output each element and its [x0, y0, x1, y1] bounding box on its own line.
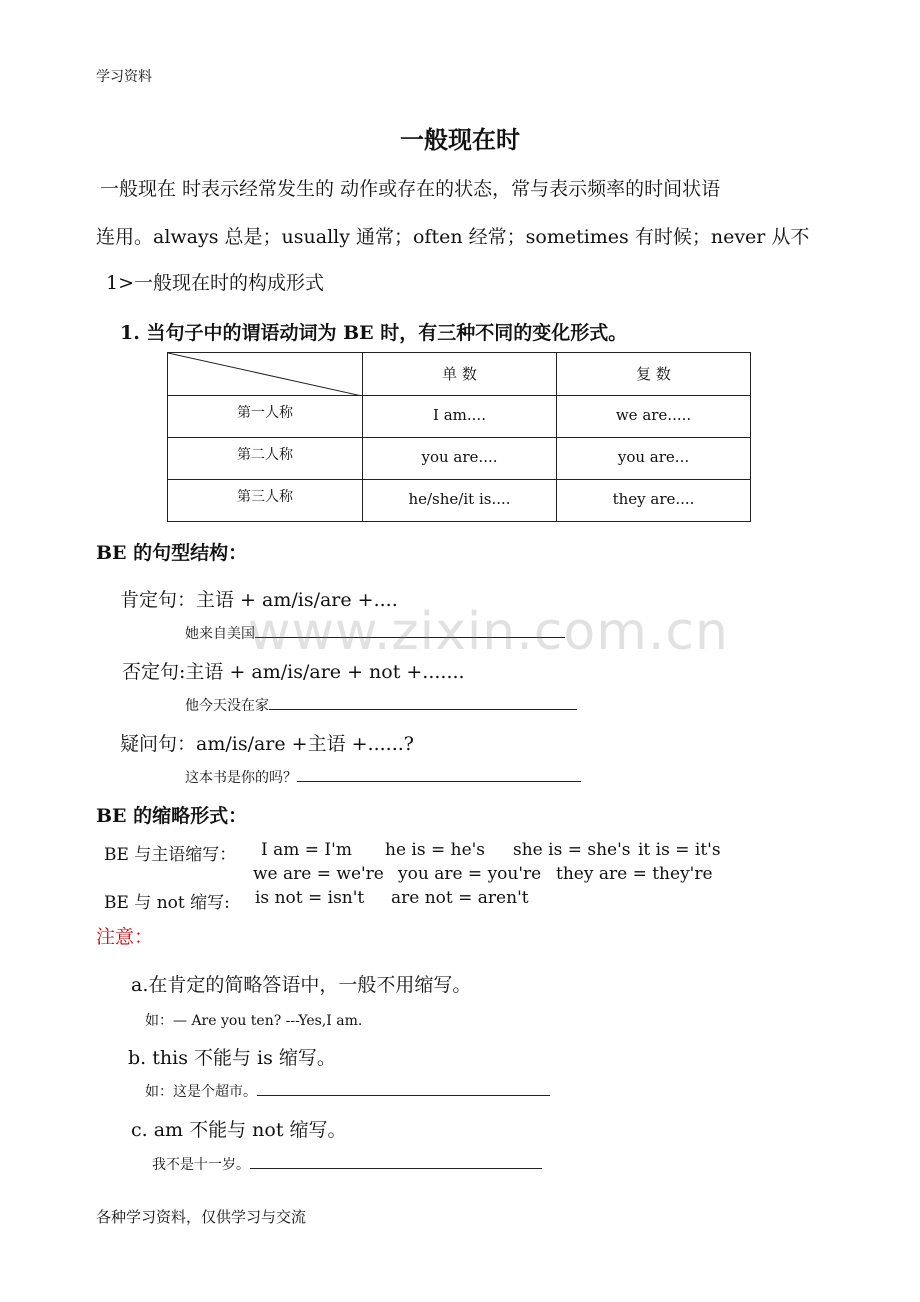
diagonal-line-icon	[168, 353, 362, 396]
negative-pattern: 否定句:主语 + am/is/are + not +.......	[122, 661, 465, 683]
answer-blank[interactable]	[297, 767, 581, 782]
plural-form: you are...	[617, 448, 690, 466]
page-footer: 各种学习资料，仅供学习与交流	[96, 1208, 307, 1226]
question-pattern: 疑问句：am/is/are +主语 +......?	[120, 733, 414, 755]
person-label: 第一人称	[237, 405, 293, 421]
contraction-heading: BE 的缩略形式：	[96, 805, 248, 827]
note-label: 注意：	[96, 926, 154, 948]
be-structure-heading: BE 的句型结构：	[96, 542, 248, 564]
person-label: 第三人称	[237, 489, 293, 505]
singular-form: he/she/it is....	[408, 490, 511, 508]
contraction-item: is not = isn't	[255, 888, 365, 908]
plural-form: they are....	[612, 490, 695, 508]
intro-line-1: 一般现在 时表示经常发生的 动作或存在的状态，常与表示频率的时间状语	[100, 178, 721, 200]
contraction-item: she is = she's	[513, 840, 631, 860]
intro-line-2: 连用。always 总是；usually 通常；often 经常；sometimes 有时候；never 从不	[96, 226, 810, 248]
watermark: www.zixin.com.cn	[248, 602, 729, 662]
answer-blank[interactable]	[250, 1154, 542, 1169]
table-row	[168, 480, 751, 522]
negative-example: 他今天没在家	[185, 695, 577, 715]
sub-heading-1: 1. 当句子中的谓语动词为 BE 时，有三种不同的变化形式。	[120, 322, 628, 344]
plural-form: we are.....	[615, 406, 692, 424]
contraction-item: are not = aren't	[391, 888, 529, 908]
question-example: 这本书是你的吗？	[185, 767, 581, 787]
singular-form: I am....	[433, 406, 486, 424]
contraction-item: they are = they're	[556, 864, 713, 884]
contraction-subject-label: BE 与主语缩写：	[104, 845, 237, 865]
table-header-singular: 单 数	[363, 353, 557, 396]
affirmative-pattern: 肯定句：主语 + am/is/are +....	[120, 589, 398, 611]
note-b: b. this 不能与 is 缩写。	[128, 1047, 336, 1069]
table-row	[168, 396, 751, 438]
note-a-example: 如：— Are you ten? ---Yes,I am.	[145, 1013, 363, 1029]
be-conjugation-table	[167, 352, 751, 522]
section-heading-1: 1>一般现在时的构成形式	[106, 272, 325, 294]
affirmative-example: 她来自美国	[185, 623, 565, 643]
note-a: a.在肯定的简略答语中，一般不用缩写。	[131, 974, 472, 996]
table-corner-cell	[168, 353, 363, 396]
contraction-item: I am = I'm	[261, 840, 352, 860]
page-header: 学习资料	[96, 69, 152, 85]
contraction-not-label: BE 与 not 缩写:	[104, 893, 230, 913]
table-header-plural: 复 数	[557, 353, 751, 396]
table-row	[168, 438, 751, 480]
singular-form: you are....	[421, 448, 498, 466]
note-c-example: 我不是十一岁。	[152, 1154, 542, 1174]
note-b-example: 如：这是个超市。	[145, 1081, 550, 1101]
page-title: 一般现在时	[400, 125, 520, 154]
contraction-item: we are = we're	[253, 864, 384, 884]
contraction-item: he is = he's	[385, 840, 486, 860]
answer-blank[interactable]	[257, 1081, 550, 1096]
contraction-item: you are = you're	[398, 864, 542, 884]
contraction-item: it is = it's	[638, 840, 721, 860]
answer-blank[interactable]	[269, 695, 577, 710]
person-label: 第二人称	[237, 447, 293, 463]
note-c: c. am 不能与 not 缩写。	[131, 1119, 347, 1141]
